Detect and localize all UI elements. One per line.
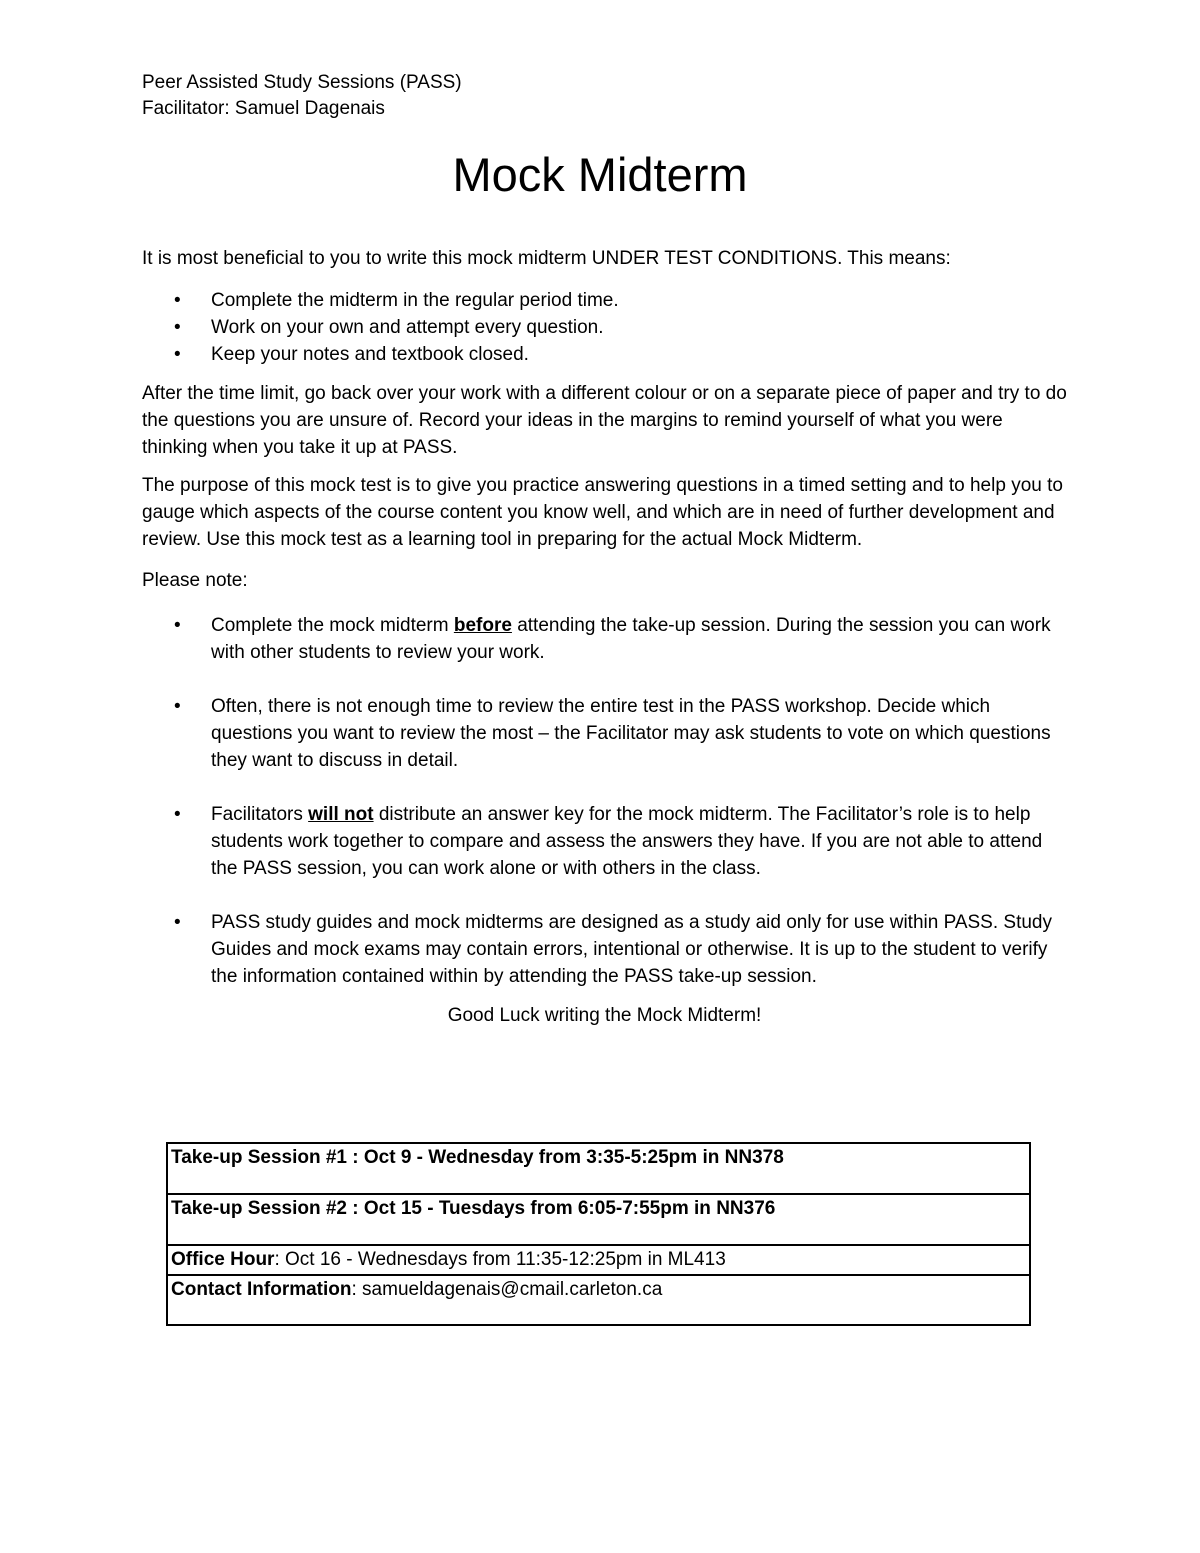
table-row: [167, 1194, 1030, 1245]
contact-label: Contact Information: [171, 1279, 352, 1300]
session-1-cell: Take-up Session #1 : Oct 9 - Wednesday from 3:35-5:25pm in NN378: [167, 1143, 1030, 1194]
document-header: [142, 70, 462, 122]
list-item: • Keep your notes and textbook closed.: [142, 341, 1067, 368]
session-2-cell: Take-up Session #2 : Oct 15 - Tuesdays from 6:05-7:55pm in NN376: [167, 1194, 1030, 1245]
note-intro: Please note:: [142, 570, 248, 591]
bullet-icon: •: [174, 804, 181, 825]
paragraph-time-limit: After the time limit, go back over your work with a different colour or on a separate piece of paper and try to do the questions you are unsure of. Record your ideas in the margins to remind yourself of what you were thinking when you take it up at PASS.: [142, 383, 1067, 458]
facilitator-name: Facilitator: Samuel Dagenais: [142, 98, 385, 119]
test-conditions-list: [142, 287, 1067, 368]
list-item: • Complete the mock midterm before attending the take-up session. During the session you can work with other students to review your work.: [142, 612, 1067, 666]
office-hour-cell: [167, 1245, 1030, 1275]
notes-list: [142, 612, 1067, 990]
office-hour-label: Office Hour: [171, 1249, 275, 1270]
contact-value[interactable]: : samueldagenais@cmail.carleton.ca: [351, 1279, 663, 1300]
bullet-icon: •: [174, 344, 181, 365]
program-name: Peer Assisted Study Sessions (PASS): [142, 72, 462, 93]
table-row: [167, 1143, 1030, 1194]
closing-message: Good Luck writing the Mock Midterm!: [447, 1005, 762, 1026]
bullet-icon: •: [174, 615, 181, 636]
bullet-icon: •: [174, 317, 181, 338]
bullet-icon: •: [174, 696, 181, 717]
sessions-table: [166, 1142, 1031, 1326]
contact-cell: [167, 1275, 1030, 1325]
document-body: [142, 245, 1067, 1040]
table-row: [167, 1245, 1030, 1275]
list-item: • PASS study guides and mock midterms are designed as a study aid only for use within PASS. Study Guides and mock exams may contain errors, intentional or otherwise. It is up to the student to verify the information contained within by attending the PASS take-up session.: [142, 909, 1067, 990]
list-item: • Work on your own and attempt every question.: [142, 314, 1067, 341]
emphasis-before: before: [453, 615, 512, 636]
office-hour-value: : Oct 16 - Wednesdays from 11:35-12:25pm in ML413: [274, 1249, 726, 1270]
paragraph-purpose: The purpose of this mock test is to give you practice answering questions in a timed setting and to help you to gauge which aspects of the course content you know well, and which are in need of further development and review. Use this mock test as a learning tool in preparing for the actual Mock Midterm.: [142, 475, 1063, 550]
table-row: [167, 1275, 1030, 1325]
bullet-icon: •: [174, 912, 181, 933]
emphasis-will-not: will not: [308, 804, 374, 825]
intro-text: It is most beneficial to you to write this mock midterm UNDER TEST CONDITIONS. This means:: [142, 248, 951, 269]
bullet-icon: •: [174, 290, 181, 311]
list-item: • Facilitators will not distribute an answer key for the mock midterm. The Facilitator’s role is to help students work together to compare and assess the answers they have. If you are not able to attend the PASS session, you can work alone or with others in the class.: [142, 801, 1067, 882]
list-item: • Complete the midterm in the regular period time.: [142, 287, 1067, 314]
list-item: • Often, there is not enough time to review the entire test in the PASS workshop. Decide which questions you want to review the most – the Facilitator may ask students to vote on which questions they want to discuss in detail.: [142, 693, 1067, 774]
page-title: Mock Midterm: [452, 148, 748, 201]
